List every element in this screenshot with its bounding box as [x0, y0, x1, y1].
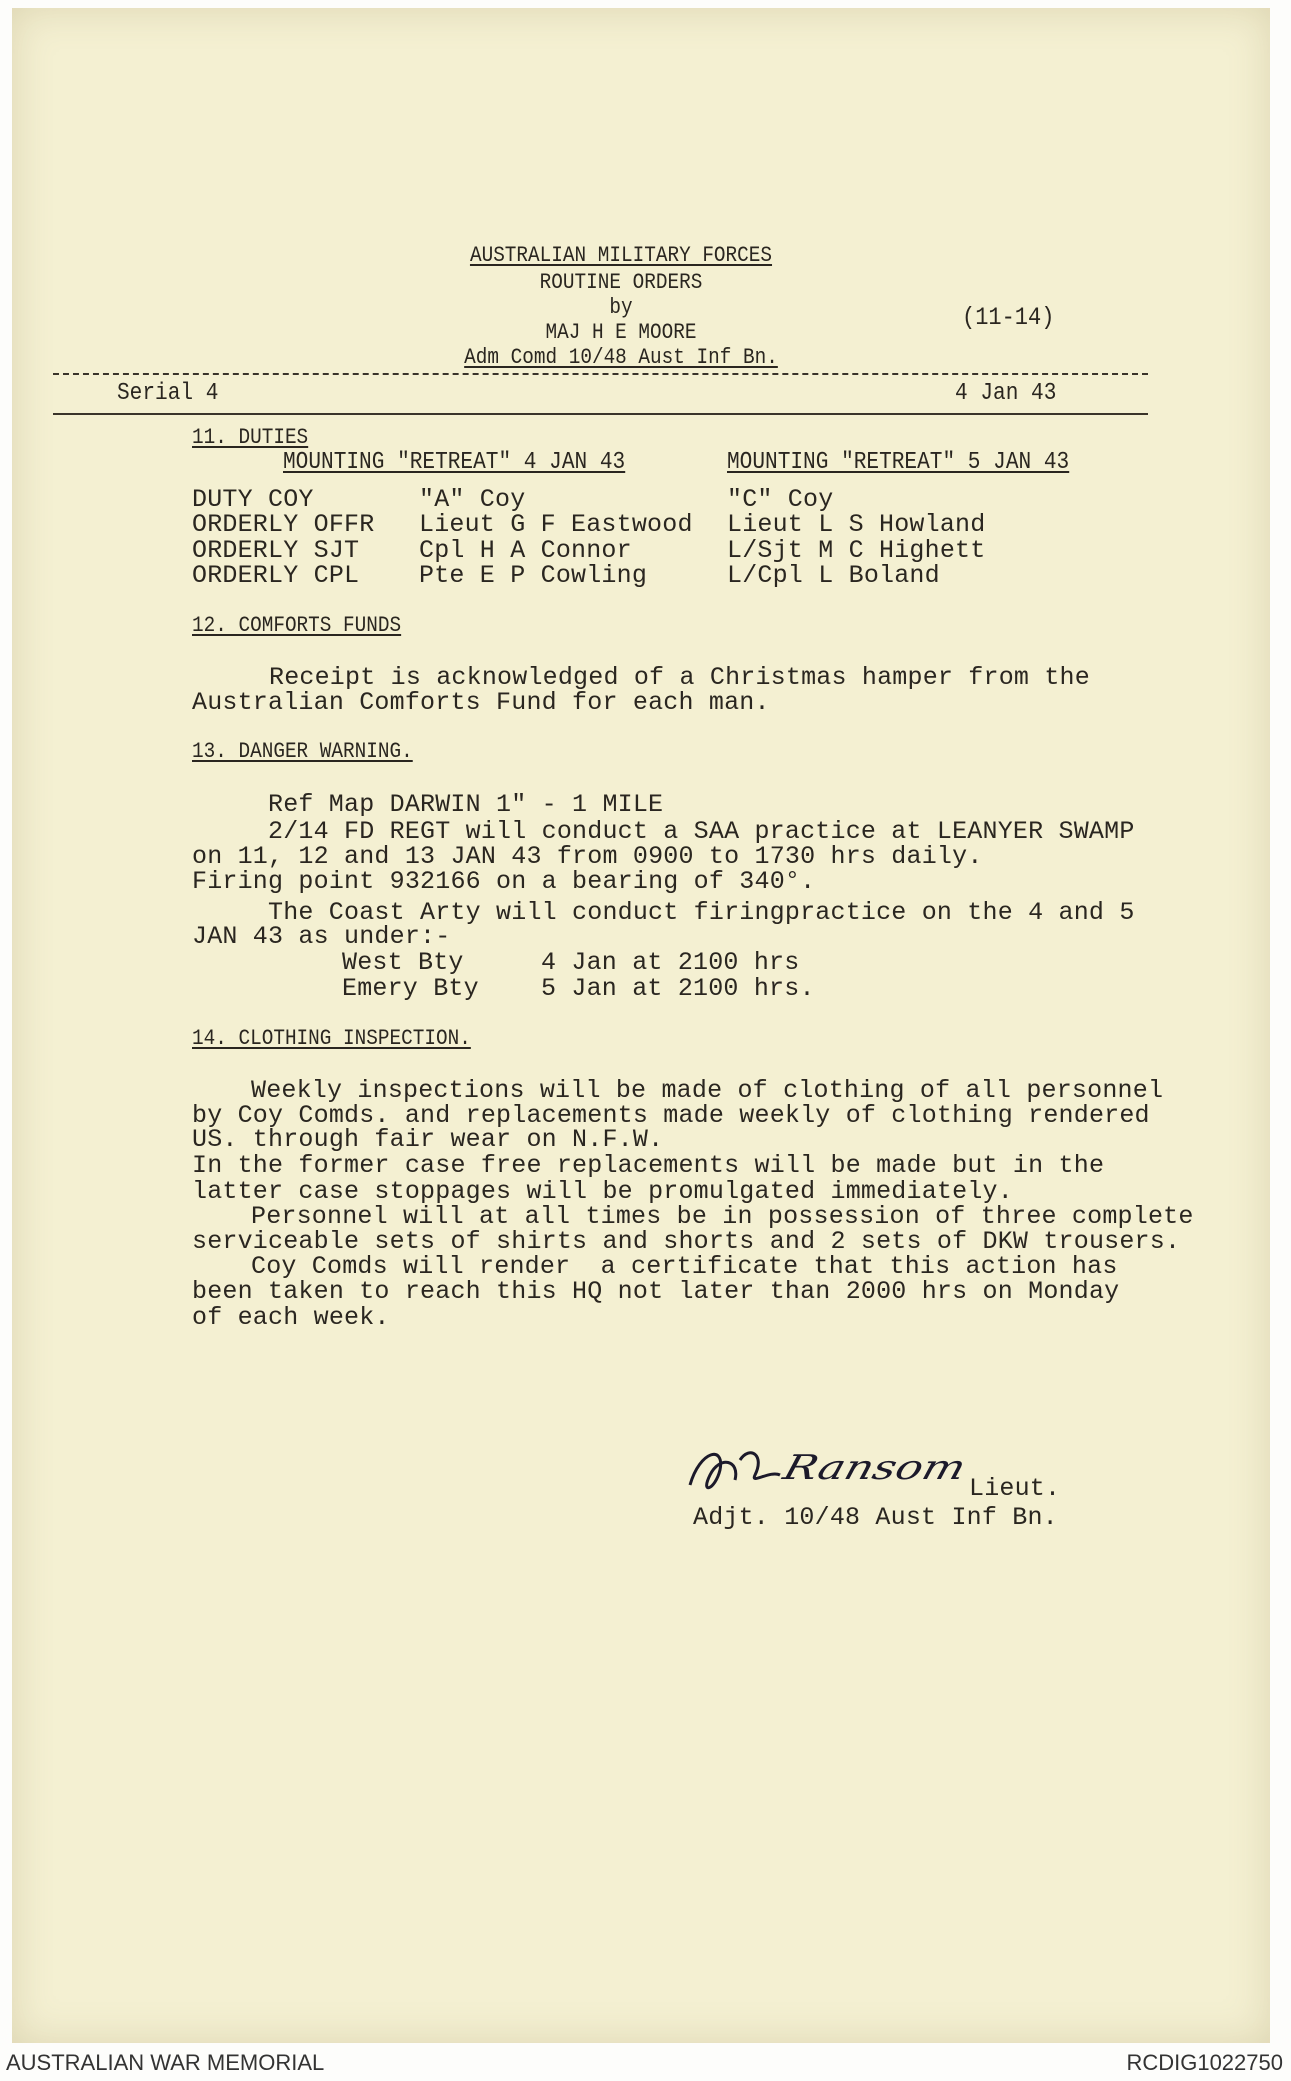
clothing-text: US. through fair wear on N.F.W.: [192, 1125, 664, 1154]
duty-day1: Cpl H A Connor: [419, 536, 632, 565]
clothing-text: In the former case free replacements will be made but in the: [192, 1151, 1105, 1180]
clothing-text: Weekly inspections will be made of clothing of all personnel: [251, 1076, 1164, 1105]
handwritten-signature: Ransom: [778, 1448, 971, 1488]
clothing-text: Personnel will at all times be in possession of three complete: [251, 1202, 1194, 1231]
duty-day2: Lieut L S Howland: [727, 510, 986, 539]
danger-text: The Coast Arty will conduct firingpractice on the 4 and 5: [268, 898, 1135, 927]
duties-heading: 11. DUTIES: [192, 425, 309, 450]
clothing-text: of each week.: [192, 1303, 390, 1332]
duty-day2: L/Sjt M C Highett: [727, 536, 986, 565]
duty-role: ORDERLY SJT: [192, 536, 360, 565]
clothing-text: serviceable sets of shirts and shorts and 2 sets of DKW trousers.: [192, 1227, 1181, 1256]
header-by: by: [609, 295, 633, 320]
danger-text: JAN 43 as under:-: [192, 922, 451, 951]
duty-role: ORDERLY CPL: [192, 561, 360, 590]
header-title: ROUTINE ORDERS: [539, 270, 703, 295]
danger-ref: Ref Map DARWIN 1" - 1 MILE: [268, 790, 664, 819]
danger-text: on 11, 12 and 13 JAN 43 from 0900 to 1730 hrs daily.: [192, 842, 983, 871]
battery-time: 4 Jan at 2100 hrs: [541, 948, 800, 977]
divider: [53, 373, 1148, 375]
clothing-text: Coy Comds will render a certificate that this action has: [251, 1252, 1118, 1281]
danger-heading: 13. DANGER WARNING.: [192, 739, 413, 764]
header-command: Adm Comd 10/48 Aust Inf Bn.: [464, 345, 778, 370]
comforts-heading: 12. COMFORTS FUNDS: [192, 613, 402, 638]
duty-role: DUTY COY: [192, 485, 314, 514]
battery-time: 5 Jan at 2100 hrs.: [541, 974, 815, 1003]
duties-col2-header: MOUNTING "RETREAT" 5 JAN 43: [727, 449, 1070, 476]
danger-text: Firing point 932166 on a bearing of 340°.: [192, 867, 816, 896]
duty-day2: L/Cpl L Boland: [727, 561, 940, 590]
comforts-text: Receipt is acknowledged of a Christmas hamper from the: [269, 663, 1090, 692]
signatory-title: Adjt. 10/48 Aust Inf Bn.: [693, 1503, 1058, 1532]
order-range: (11-14): [962, 303, 1055, 332]
danger-text: 2/14 FD REGT will conduct a SAA practice at LEANYER SWAMP: [268, 817, 1135, 846]
battery-name: Emery Bty: [342, 974, 479, 1003]
divider: [53, 413, 1148, 415]
serial-number: Serial 4: [117, 380, 219, 407]
archive-reference: RCDIG1022750: [1126, 2050, 1283, 2075]
signatory-rank: Lieut.: [969, 1474, 1061, 1503]
duty-role: ORDERLY OFFR: [192, 510, 375, 539]
duties-col1-header: MOUNTING "RETREAT" 4 JAN 43: [283, 449, 626, 476]
header-officer: MAJ H E MOORE: [545, 320, 697, 345]
clothing-text: been taken to reach this HQ not later than 2000 hrs on Monday: [192, 1277, 1120, 1306]
clothing-heading: 14. CLOTHING INSPECTION.: [192, 1026, 471, 1051]
clothing-text: by Coy Comds. and replacements made weekly of clothing rendered: [192, 1101, 1150, 1130]
duty-day1: "A" Coy: [419, 485, 526, 514]
duty-day1: Lieut G F Eastwood: [419, 510, 693, 539]
comforts-text: Australian Comforts Fund for each man.: [192, 688, 770, 717]
clothing-text: latter case stoppages will be promulgated immediately.: [192, 1177, 1013, 1206]
header-org: AUSTRALIAN MILITARY FORCES: [469, 243, 773, 268]
duty-day2: "C" Coy: [727, 485, 834, 514]
order-date: 4 Jan 43: [955, 380, 1057, 407]
battery-name: West Bty: [342, 948, 464, 977]
archive-name: AUSTRALIAN WAR MEMORIAL: [6, 2050, 325, 2075]
duty-day1: Pte E P Cowling: [419, 561, 648, 590]
